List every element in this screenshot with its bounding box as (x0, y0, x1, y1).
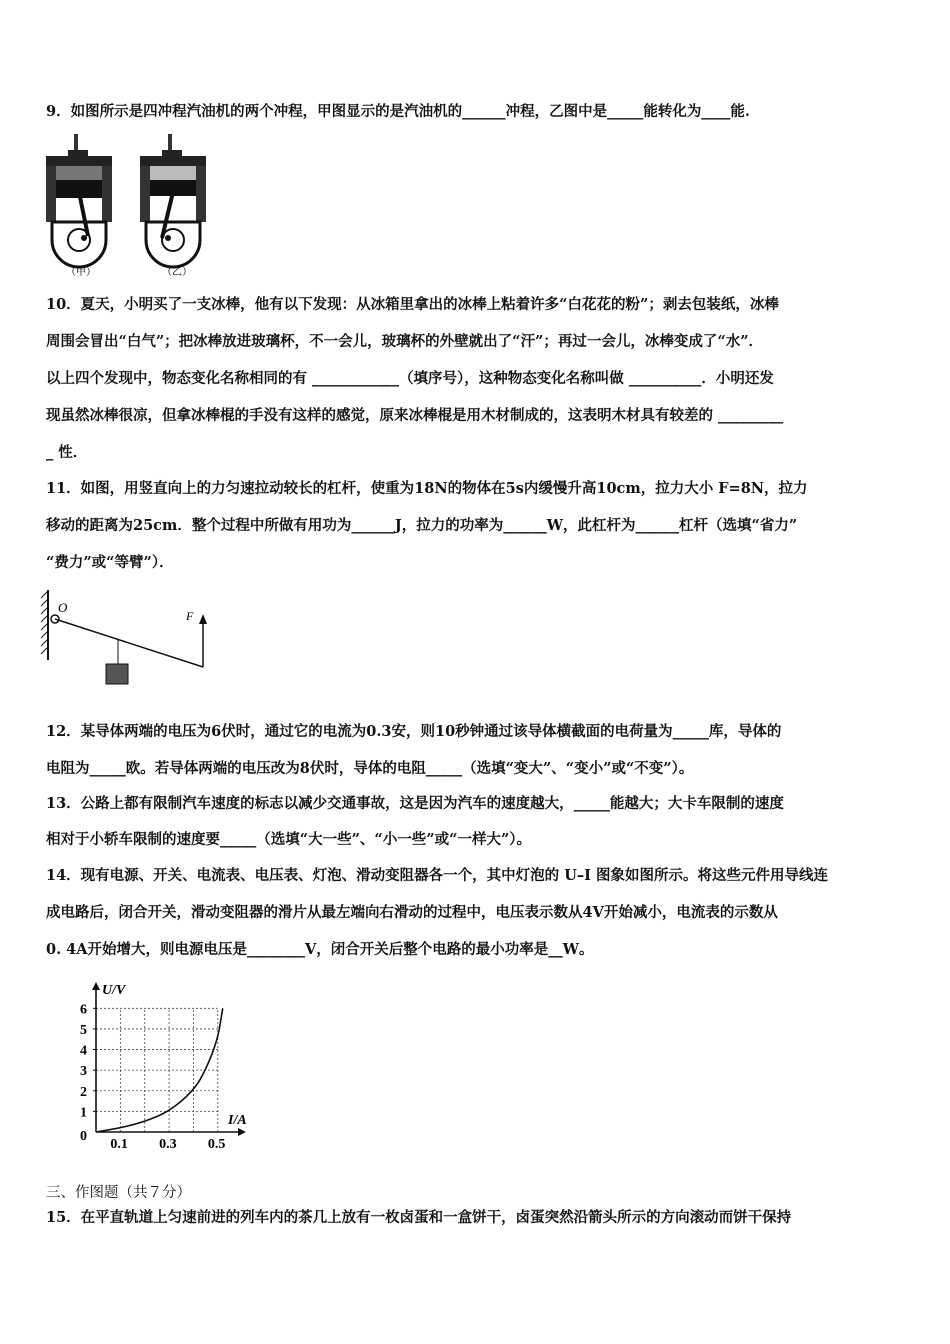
q14-line2: 成电路后，闭合开关，滑动变阻器的滑片从最左端向右滑动的过程中，电压表示数从4V开始减小，电流表的示数从 (46, 904, 778, 921)
caption-jia: （甲） (66, 267, 96, 278)
section3-title: 三、作图题（共７分） (46, 1185, 191, 1201)
chart-y-arrow-icon (92, 982, 100, 990)
chart-series (96, 1008, 223, 1132)
q14-line3: 0. 4A开始增大，则电源电压是________V，闭合开关后整个电路的最小功率是__W。 (46, 941, 594, 958)
lever-bar (55, 619, 203, 667)
q10-line3: 以上四个发现中，物态变化名称相同的有 ____________（填序号），这种物态变化名称叫做 __________．小明还发 (46, 370, 774, 387)
chart-x-arrow-icon (238, 1128, 246, 1136)
chart-y-axis-label: U/V (102, 983, 126, 998)
engine-diagrams (44, 132, 214, 280)
chart-y-tick-label-5: 5 (80, 1022, 87, 1038)
chart-x-tick-label-0.1: 0.1 (110, 1137, 128, 1152)
q10-line2: 周围会冒出“白气”；把冰棒放进玻璃杯，不一会儿，玻璃杯的外壁就出了“汗”；再过一会儿，冰棒变成了“水”． (46, 333, 764, 350)
force-arrow-icon (199, 614, 207, 624)
chart-grid (96, 1008, 218, 1132)
ui-chart-svg (60, 980, 270, 1155)
q13-line2: 相对于小轿车限制的速度要_____（选填“大一些”、“小一些”或“一样大”）。 (46, 831, 532, 848)
q14-line1: 14．现有电源、开关、电流表、电压表、灯泡、滑动变阻器各一个，其中灯泡的 U–I 图象如图所示。将这些元件用导线连 (46, 867, 828, 884)
q12-line1: 12．某导体两端的电压为6伏时，通过它的电流为0.3安，则10秒钟通过该导体横截面的电荷量为_____库，导体的 (46, 723, 782, 740)
q11-line2: 移动的距离为25cm．整个过程中所做有用功为______J，拉力的功率为______W，此杠杆为______杠杆（选填“省力” (46, 517, 798, 534)
force-label: F (186, 609, 194, 623)
q11-line1: 11．如图，用竖直向上的力匀速拉动较长的杠杆，使重为18N的物体在5s内缓慢升高10cm，拉力大小 F=8N，拉力 (46, 480, 808, 497)
ui-chart (60, 980, 270, 1155)
pivot-label: O (58, 600, 68, 615)
chart-x-axis-label: I/A (228, 1113, 247, 1128)
chart-y-tick-label-1: 1 (80, 1105, 87, 1121)
chart-y-tick-label-2: 2 (80, 1084, 87, 1100)
q12-line2: 电阻为_____欧。若导体两端的电压改为8伏时，导体的电阻_____（选填“变大”、“变小”或“不变”）。 (46, 760, 694, 777)
chart-origin-label: 0 (80, 1129, 87, 1144)
q13-line1: 13．公路上都有限制汽车速度的标志以减少交通事故，这是因为汽车的速度越大，_____能越大；大卡车限制的速度 (46, 795, 784, 812)
q15-line1: 15．在平直轨道上匀速前进的列车内的茶几上放有一枚卤蛋和一盒饼干，卤蛋突然沿箭头所示的方向滚动而饼干保持 (46, 1209, 792, 1226)
q11-line3: “费力”或“等臂”）． (46, 554, 174, 571)
q10-line1: 10．夏天，小明买了一支冰棒，他有以下发现：从冰箱里拿出的冰棒上粘着许多“白花花的粉”；剥去包装纸，冰棒 (46, 296, 779, 313)
chart-x-tick-label-0.3: 0.3 (159, 1137, 177, 1152)
q10-line5: _ 性． (46, 444, 88, 461)
engine-yi-diagram (140, 134, 206, 267)
chart-ticks (80, 1002, 225, 1152)
chart-y-tick-label-6: 6 (80, 1002, 87, 1018)
chart-y-tick-label-4: 4 (80, 1043, 87, 1059)
lever-figure (40, 588, 220, 690)
weight-block (106, 664, 128, 684)
lever-diagram (40, 588, 220, 690)
chart-x-tick-label-0.5: 0.5 (207, 1137, 226, 1152)
engine-jia-diagram (46, 134, 112, 267)
chart-y-tick-label-3: 3 (80, 1064, 87, 1080)
caption-yi: （乙） (162, 267, 192, 278)
engine-figures (44, 132, 214, 280)
q9-line1: 9．如图所示是四冲程汽油机的两个冲程，甲图显示的是汽油机的______冲程，乙图中是_____能转化为____能. (46, 103, 750, 120)
q10-line4: 现虽然冰棒很凉，但拿冰棒棍的手没有这样的感觉，原来冰棒棍是用木材制成的，这表明木材具有较差的 _________ (46, 407, 784, 424)
chart-series-line-0 (96, 1008, 223, 1132)
wall-hatching (41, 591, 48, 654)
